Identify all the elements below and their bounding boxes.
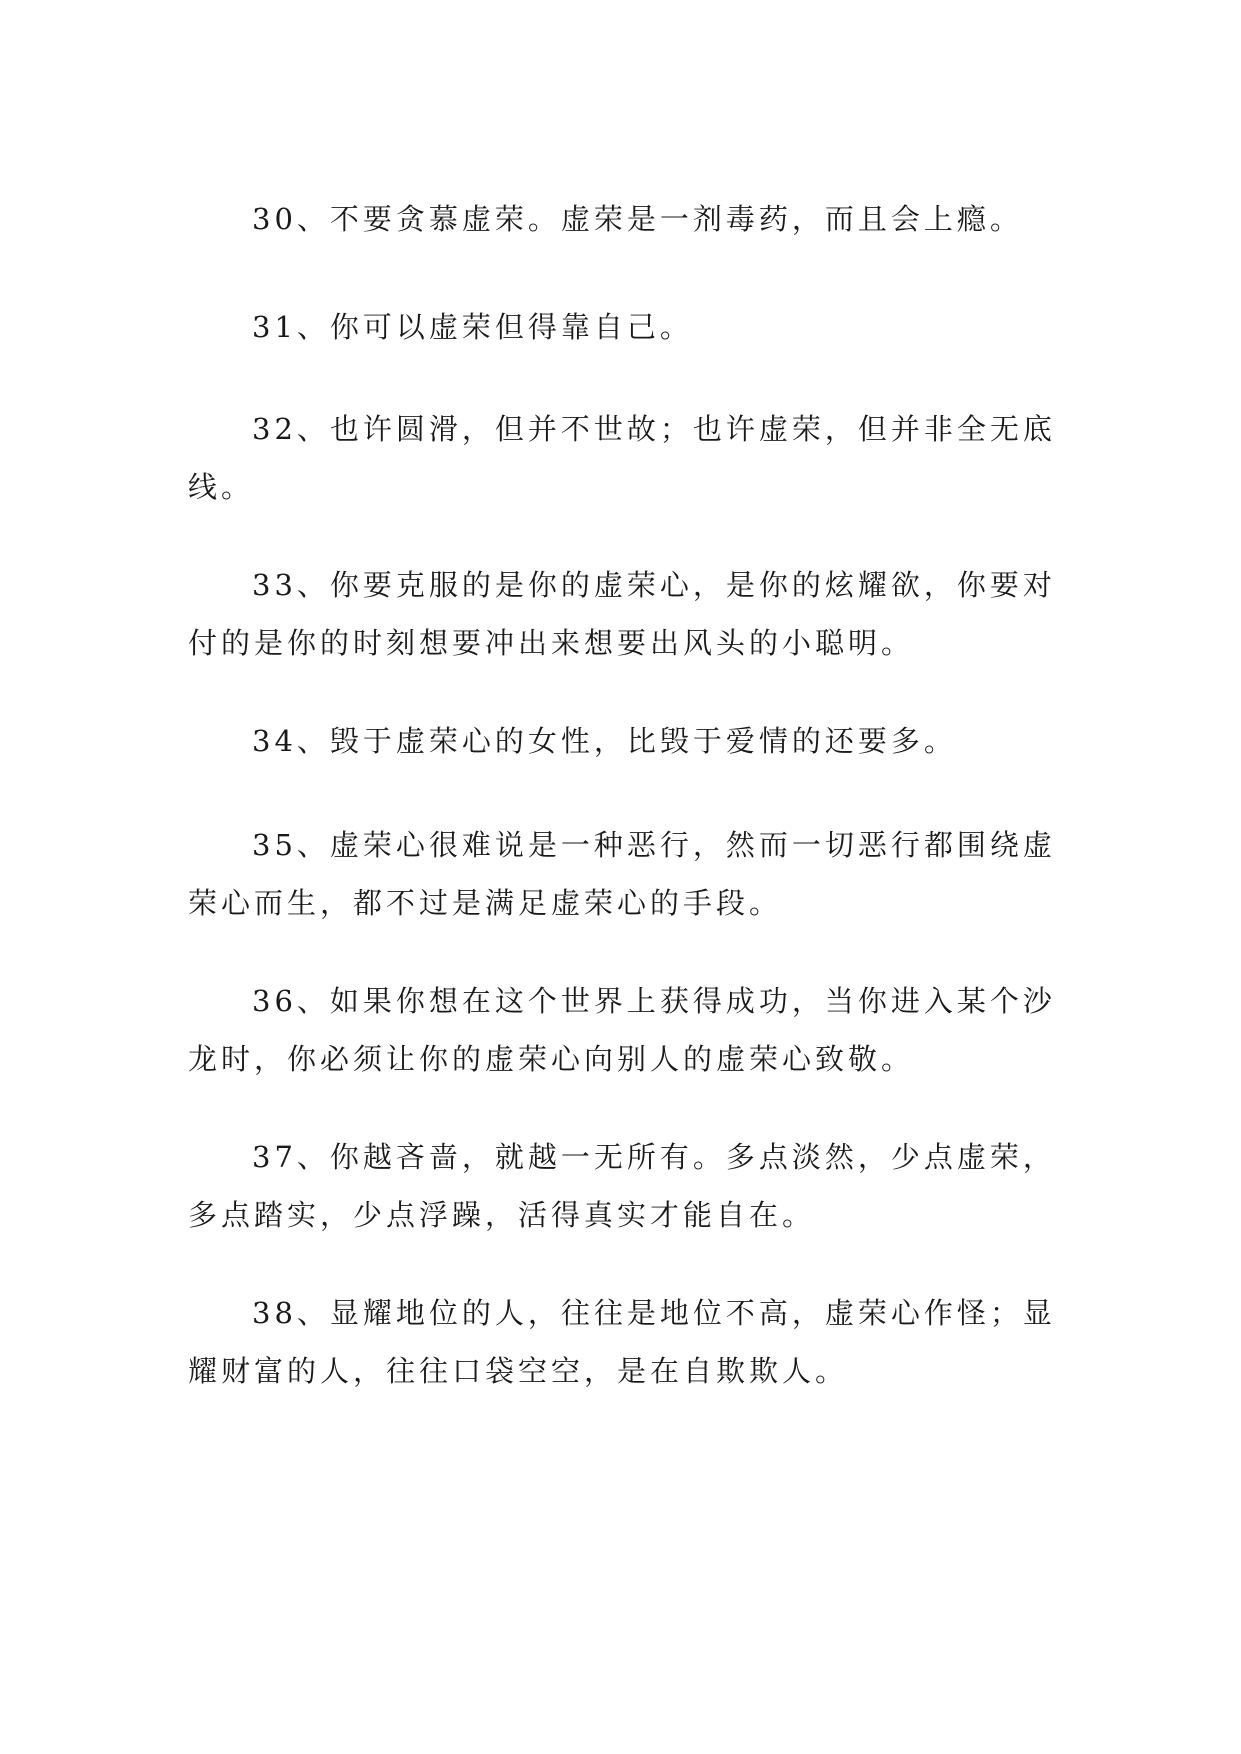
- paragraph-line: 30、不要贪慕虚荣。虚荣是一剂毒药，而且会上瘾。: [252, 202, 1023, 236]
- paragraph-line: 荣心而生，都不过是满足虚荣心的手段。: [188, 886, 783, 920]
- paragraph-line: 34、毁于虚荣心的女性，比毁于爱情的还要多。: [252, 724, 957, 758]
- paragraph-line: 龙时，你必须让你的虚荣心向别人的虚荣心致敬。: [188, 1042, 915, 1076]
- paragraph-line: 付的是你的时刻想要冲出来想要出风头的小聪明。: [188, 626, 915, 660]
- quote-paragraph-33: [188, 556, 1068, 672]
- paragraph-line: 36、如果你想在这个世界上获得成功，当你进入某个沙: [252, 984, 1056, 1018]
- quote-paragraph-30: [188, 190, 1068, 248]
- paragraph-line: 35、虚荣心很难说是一种恶行，然而一切恶行都围绕虚: [252, 828, 1056, 862]
- quote-paragraph-36: [188, 972, 1068, 1088]
- quote-paragraph-35: [188, 816, 1068, 932]
- paragraph-line: 32、也许圆滑，但并不世故；也许虚荣，但并非全无底: [252, 412, 1056, 446]
- paragraph-line: 耀财富的人，往往口袋空空，是在自欺欺人。: [188, 1354, 849, 1388]
- quote-paragraph-37: [188, 1128, 1068, 1244]
- quote-paragraph-34: [188, 712, 1068, 770]
- paragraph-line: 多点踏实，少点浮躁，活得真实才能自在。: [188, 1198, 816, 1232]
- quote-paragraph-31: [188, 298, 1068, 356]
- quote-paragraph-32: [188, 400, 1068, 516]
- paragraph-line: 31、你可以虚荣但得靠自己。: [252, 310, 693, 344]
- paragraph-line: 33、你要克服的是你的虚荣心，是你的炫耀欲，你要对: [252, 568, 1056, 602]
- paragraph-line: 37、你越吝啬，就越一无所有。多点淡然，少点虚荣，: [252, 1140, 1056, 1174]
- paragraph-line: 38、显耀地位的人，往往是地位不高，虚荣心作怪；显: [252, 1296, 1056, 1330]
- paragraph-line: 线。: [188, 470, 255, 504]
- quote-paragraph-38: [188, 1284, 1068, 1400]
